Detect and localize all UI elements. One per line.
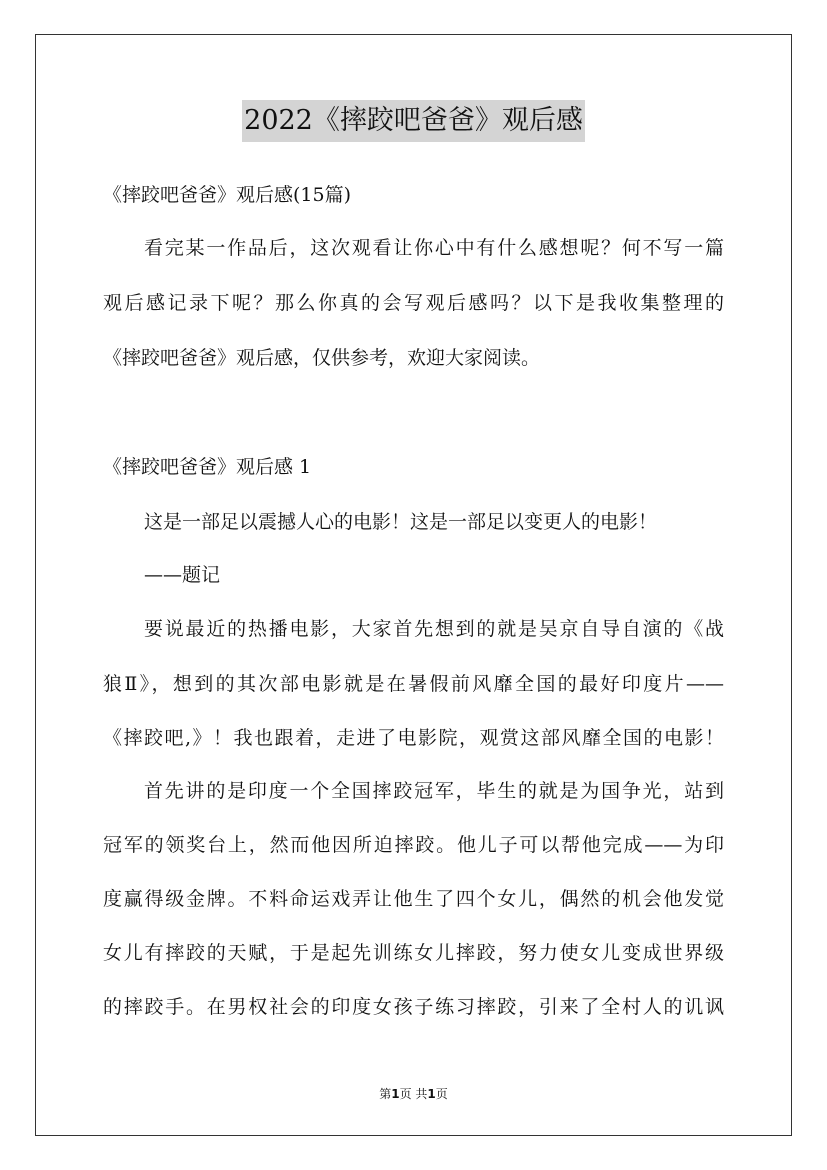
document-title: 2022《摔跤吧爸爸》观后感 xyxy=(242,100,585,142)
paragraph-line-4: 狼Ⅱ》，想到的其次部电影就是在暑假前风靡全国的最好印度片—— xyxy=(103,673,724,695)
footer-page-mid: 页 共 xyxy=(399,1087,428,1101)
paragraph-line-5: 《摔跤吧,》！我也跟着，走进了电影院，观赏这部风靡全国的电影！ xyxy=(103,727,724,749)
intro-line-1: 看完某一作品后，这次观看让你心中有什么感想呢？何不写一篇 xyxy=(144,237,724,259)
page-footer xyxy=(0,1086,827,1102)
footer-page-suffix: 页 xyxy=(435,1087,448,1101)
section-heading: 《摔跤吧爸爸》观后感 1 xyxy=(103,456,312,478)
paragraph-line-6: 首先讲的是印度一个全国摔跤冠军，毕生的就是为国争光，站到 xyxy=(144,780,724,802)
paragraph-line-2: ——题记 xyxy=(144,564,221,586)
intro-line-2: 观后感记录下呢？那么你真的会写观后感吗？以下是我收集整理的 xyxy=(103,292,724,314)
title-container xyxy=(0,100,827,142)
footer-page-prefix: 第 xyxy=(379,1087,392,1101)
intro-line-3: 《摔跤吧爸爸》观后感，仅供参考，欢迎大家阅读。 xyxy=(103,347,541,369)
paragraph-line-10: 的摔跤手。在男权社会的印度女孩子练习摔跤，引来了全村人的讥讽 xyxy=(103,996,724,1018)
paragraph-line-9: 女儿有摔跤的天赋，于是起先训练女儿摔跤，努力使女儿变成世界级 xyxy=(103,942,724,964)
paragraph-line-3: 要说最近的热播电影，大家首先想到的就是吴京自导自演的《战 xyxy=(144,618,724,640)
document-subtitle: 《摔跤吧爸爸》观后感(15篇) xyxy=(103,184,352,206)
paragraph-line-1: 这是一部足以震撼人心的电影！这是一部足以变更人的电影！ xyxy=(144,511,658,533)
paragraph-line-7: 冠军的领奖台上，然而他因所迫摔跤。他儿子可以帮他完成——为印 xyxy=(103,834,724,856)
footer-page-number: 1 xyxy=(391,1087,400,1101)
paragraph-line-8: 度赢得级金牌。不料命运戏弄让他生了四个女儿，偶然的机会他发觉 xyxy=(103,888,724,910)
footer-page-total: 1 xyxy=(427,1087,436,1101)
